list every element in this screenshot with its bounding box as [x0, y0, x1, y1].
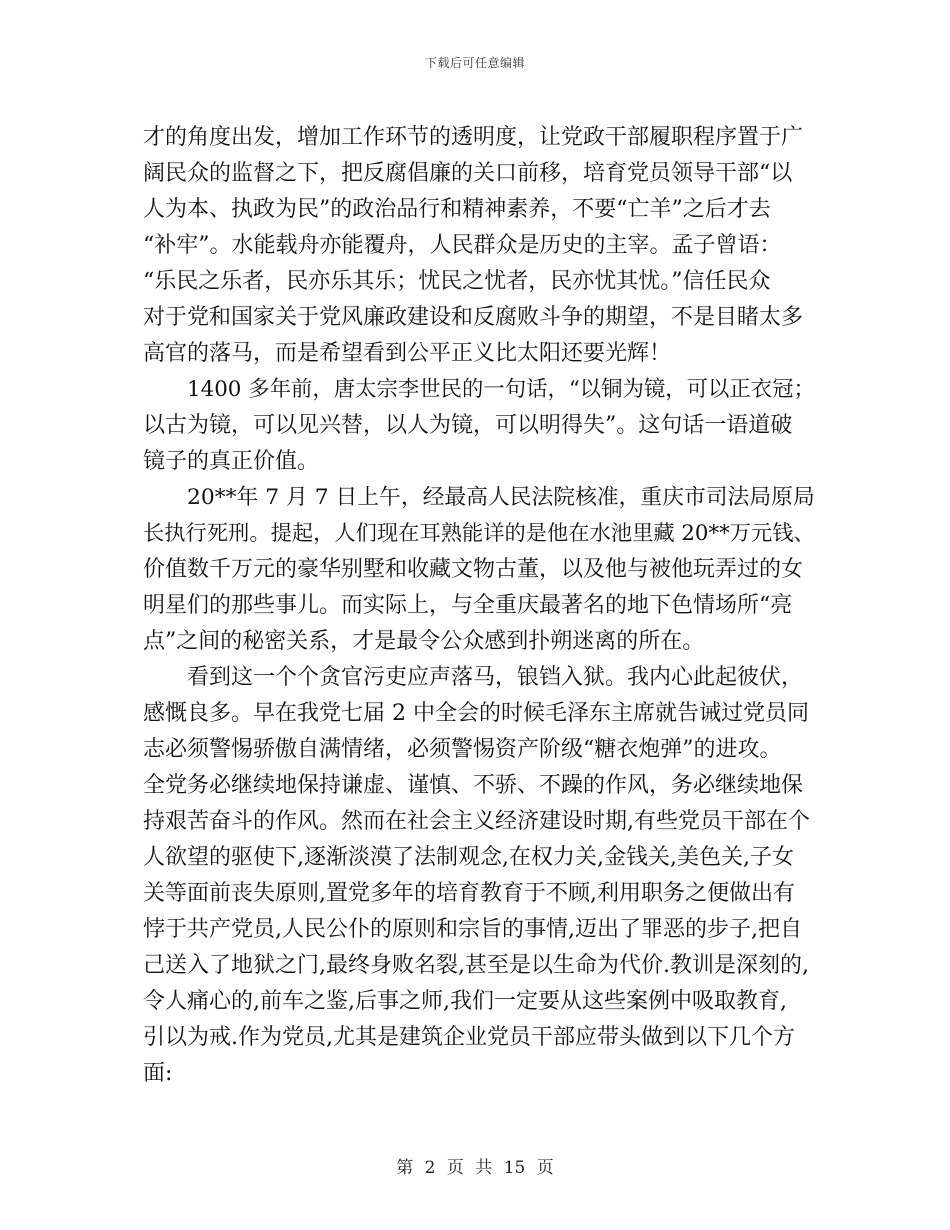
text-line: 才的角度出发，增加工作环节的透明度，让党政干部履职程序置于广	[143, 125, 804, 150]
text-line: 悖于共产党员,人民公仆的原则和宗旨的事情,迈出了罪恶的步子,把自	[143, 917, 802, 942]
text-line: 对于党和国家关于党风廉政建设和反腐败斗争的期望，不是目睹太多	[143, 305, 804, 330]
text-line: 价值数千万元的豪华别墅和收藏文物古董，以及他与被他玩弄过的女	[143, 557, 804, 582]
text-line: 关等面前丧失原则,置党多年的培育教育于不顾,利用职务之便做出有	[143, 881, 795, 906]
text-line: 1400 多年前，唐太宗李世民的一句话，“以铜为镜，可以正衣冠；	[187, 377, 815, 402]
text-line: “补牢”。水能载舟亦能覆舟，人民群众是历史的主宰。孟子曾语：	[143, 233, 782, 258]
text-line: 长执行死刑。提起，人们现在耳熟能详的是他在水池里藏 20**万元钱、	[143, 521, 815, 546]
text-line: 人为本、执政为民”的政治品行和精神素养，不要“亡羊”之后才去	[143, 197, 771, 222]
page-footer: 第 2 页 共 15 页	[396, 1158, 554, 1178]
text-line: 明星们的那些事儿。而实际上，与全重庆最著名的地下色情场所“亮	[143, 593, 793, 618]
text-line: 20**年 7 月 7 日上午，经最高人民法院核准，重庆市司法局原局	[187, 485, 815, 510]
text-line: 以古为镜，可以见兴替，以人为镜，可以明得失”。这句话一语道破	[143, 413, 793, 438]
text-line: 感慨良多。早在我党七届 2 中全会的时候毛泽东主席就告诫过党员同	[143, 701, 809, 726]
text-line: 阔民众的监督之下，把反腐倡廉的关口前移，培育党员领导干部“以	[143, 161, 793, 186]
text-line: 人欲望的驱使下,逐渐淡漠了法制观念,在权力关,金钱关,美色关,子女	[143, 845, 794, 870]
text-line: 面:	[143, 1061, 173, 1086]
text-line: 看到这一个个贪官污吏应声落马，锒铛入狱。我内心此起彼伏，	[187, 665, 804, 690]
text-line: 镜子的真正价值。	[143, 449, 320, 474]
text-line: “乐民之乐者，民亦乐其乐；忧民之忧者，民亦忧其忧。”信任民众	[143, 269, 771, 294]
text-line: 全党务必继续地保持谦虚、谨慎、不骄、不躁的作风，务必继续地保	[143, 773, 804, 798]
text-line: 持艰苦奋斗的作风。然而在社会主义经济建设时期,有些党员干部在个	[143, 809, 810, 834]
text-line: 志必须警惕骄傲自满情绪，必须警惕资产阶级“糖衣炮弹”的进攻。	[143, 737, 782, 762]
text-line: 高官的落马，而是希望看到公平正义比太阳还要光辉！	[143, 341, 672, 366]
document-body	[143, 120, 815, 1092]
text-line: 点”之间的秘密关系，才是最令公众感到扑朔迷离的所在。	[143, 629, 705, 654]
text-line: 引以为戒.作为党员,尤其是建筑企业党员干部应带头做到以下几个方	[143, 1025, 795, 1050]
page-header: 下载后可任意编辑	[424, 56, 525, 70]
text-line: 己送入了地狱之门,最终身败名裂,甚至是以生命为代价.教训是深刻的,	[143, 953, 809, 978]
text-line: 令人痛心的,前车之鉴,后事之师,我们一定要从这些案例中吸取教育,	[143, 989, 787, 1014]
